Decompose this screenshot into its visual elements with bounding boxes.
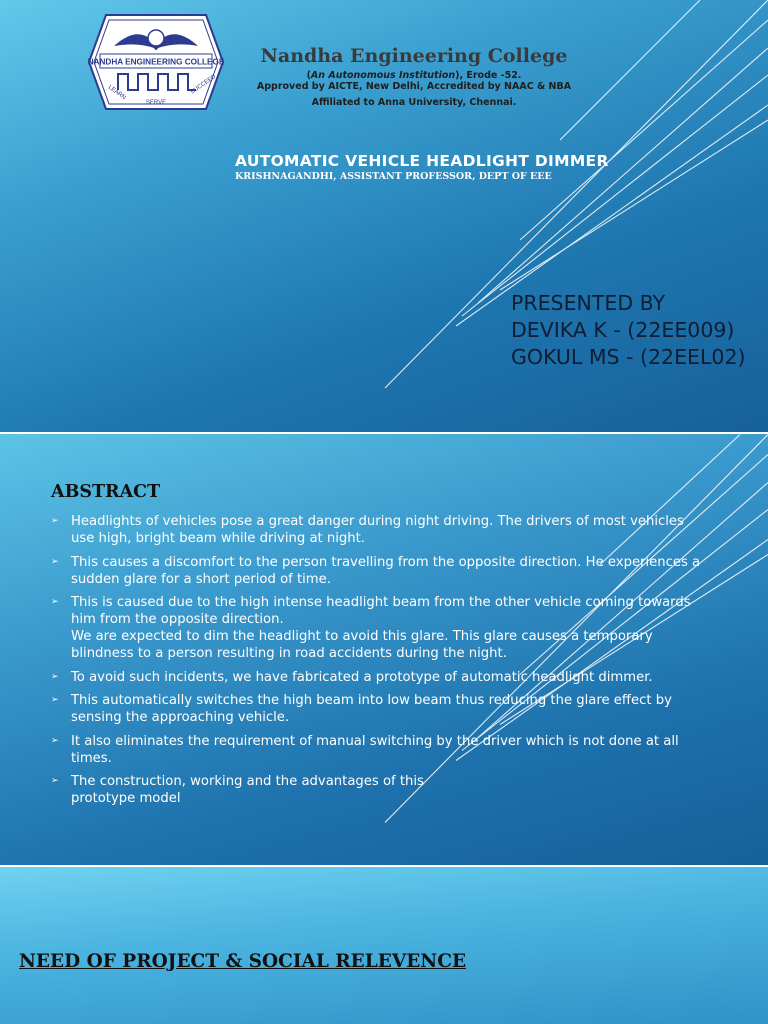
guide-subtitle: KRISHNAGANDHI, ASSISTANT PROFESSOR, DEPT OF EEE bbox=[235, 171, 552, 182]
approval-line: Approved by AICTE, New Delhi, Accredited by NAAC & NBA bbox=[256, 81, 572, 92]
bullet-text: prototype model bbox=[71, 791, 181, 806]
bullet-item bbox=[50, 594, 710, 662]
presenter-name: GOKUL MS - (22EEL02) bbox=[511, 345, 746, 369]
bullet-item bbox=[50, 773, 710, 807]
affiliation-line: Affiliated to Anna University, Chennai. bbox=[311, 97, 517, 108]
logo-motto-learn: LEARN bbox=[106, 84, 127, 102]
autonomous-suffix: , Erode -52. bbox=[459, 70, 522, 81]
bullet-text: This causes a discomfort to the person travelling from the opposite direction. He experiences a sudden glare for a short period of time. bbox=[71, 554, 701, 587]
presenter-name: DEVIKA K - (22EE009) bbox=[511, 318, 735, 342]
bullet-item bbox=[50, 554, 710, 588]
project-title: AUTOMATIC VEHICLE HEADLIGHT DIMMER bbox=[235, 152, 609, 170]
bullet-item: ➢ To avoid such incidents, we have fabricated a prototype of automatic headlight dimmer. bbox=[50, 669, 710, 686]
need-of-project-slide bbox=[0, 867, 768, 1024]
autonomous-line: (An Autonomous Institution), Erode -52. bbox=[306, 70, 522, 81]
logo-motto-succeed: SUCCEED bbox=[189, 73, 218, 96]
abstract-heading: ABSTRACT bbox=[51, 482, 161, 502]
college-logo bbox=[86, 12, 226, 112]
bullet-item: ➢ It also eliminates the requirement of manual switching by the driver which is not done at all times. bbox=[50, 733, 710, 767]
bullet-text: We are expected to dim the headlight to avoid this glare. This glare causes a temporary blindness to a person resulting in road accidents during the night. bbox=[71, 629, 653, 661]
autonomous-text: An Autonomous Institution bbox=[310, 70, 456, 81]
presented-by-label: PRESENTED BY bbox=[511, 291, 666, 315]
need-heading: NEED OF PROJECT & SOCIAL RELEVENCE bbox=[19, 951, 467, 972]
title-slide bbox=[0, 0, 768, 432]
bullet-item: ➢ This automatically switches the high beam into low beam thus reducing the glare effect by sensing the approaching vehicle. bbox=[50, 692, 710, 726]
bullet-item: ➢ Headlights of vehicles pose a great danger during night driving. The drivers of most vehicles use high, bright beam while driving at night. bbox=[50, 513, 710, 547]
logo-college-text: NANDHA ENGINEERING COLLEGE bbox=[87, 57, 225, 67]
college-name: Nandha Engineering College bbox=[260, 45, 568, 67]
abstract-bullet-list bbox=[50, 513, 710, 814]
logo-motto-serve: SERVE bbox=[145, 100, 167, 106]
bullet-text: The construction, working and the advantages of this bbox=[71, 774, 424, 789]
bullet-text: This is caused due to the high intense headlight beam from the other vehicle coming towards him from the opposite direction. bbox=[71, 595, 691, 627]
abstract-slide bbox=[0, 434, 768, 865]
